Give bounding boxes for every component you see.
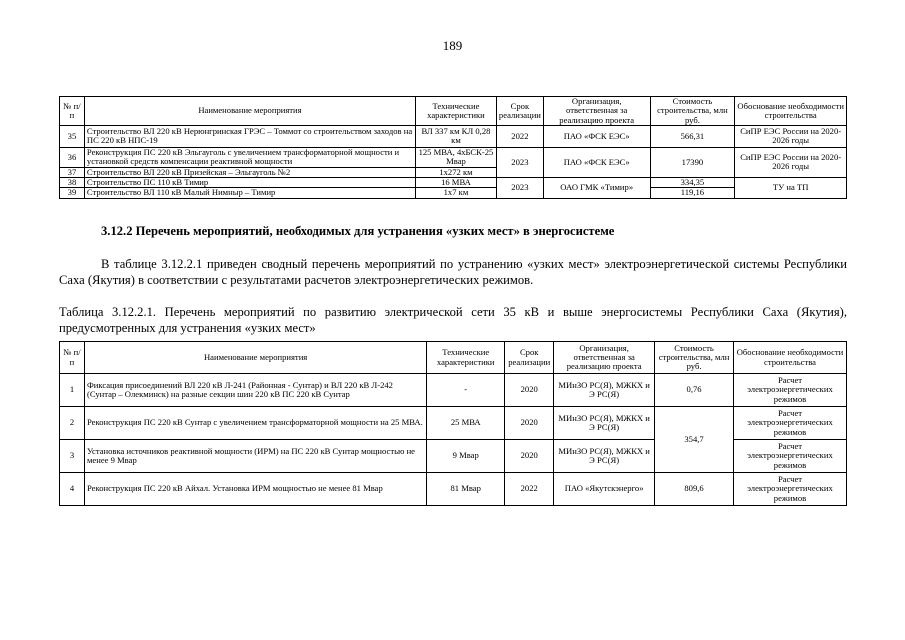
table-row (60, 374, 847, 407)
cell-num: 3 (60, 440, 85, 473)
cell-org: ОАО ГМК «Тимир» (543, 178, 650, 199)
cell-org: МИнЗО РС(Я), МЖКХ и Э РС(Я) (554, 440, 655, 473)
table-projects-continued (59, 96, 847, 199)
cell-name: Строительство ВЛ 110 кВ Малый Нимныр – Тимир (84, 188, 415, 198)
table-row (60, 147, 847, 167)
page-number: 189 (442, 38, 463, 53)
col-header-name: Наименование мероприятия (84, 97, 415, 126)
col-header-year: Срок реализации (496, 97, 543, 126)
cell-basis: Расчет электроэнергетических режимов (734, 374, 847, 407)
cell-cost: 809,6 (655, 473, 734, 506)
cell-name: Реконструкция ПС 220 кВ Эльгауголь с увеличением трансформаторной мощности и установкой средств компенсации реактивной мощности (84, 147, 415, 167)
cell-basis: Расчет электроэнергетических режимов (734, 440, 847, 473)
cell-name: Строительство ВЛ 220 кВ Призейская – Эльгауголь №2 (84, 167, 415, 177)
cell-cost: 0,76 (655, 374, 734, 407)
cell-cost: 566,31 (650, 125, 735, 147)
paragraph: В таблице 3.12.2.1 приведен сводный перечень мероприятий по устранению «узких мест» электроэнергетической системы Республики Саха (Якутия) в соответствии с результатами расчетов электроэнергетических режимов. (59, 257, 847, 287)
cell-org: ПАО «Якутскэнерго» (554, 473, 655, 506)
col-header-tech: Технические характеристики (427, 342, 505, 374)
cell-num: 36 (60, 147, 85, 167)
col-header-num: № п/п (60, 342, 85, 374)
cell-tech: ВЛ 337 км КЛ 0,28 км (416, 125, 497, 147)
col-header-org: Организация, ответственная за реализацию проекта (554, 342, 655, 374)
table-row (60, 407, 847, 440)
table-row (60, 125, 847, 147)
cell-basis: СиПР ЕЭС России на 2020-2026 годы (735, 125, 847, 147)
col-header-basis: Обоснование необходимости строительства (735, 97, 847, 126)
table-header-row (60, 342, 847, 374)
cell-name: Строительство ВЛ 220 кВ Нерюнгринская ГРЭС – Томмот со строительством заходов на ПС 220 кВ НПС-19 (84, 125, 415, 147)
table-caption: Таблица 3.12.2.1. Перечень мероприятий по развитию электрической сети 35 кВ и выше энергосистемы Республики Саха (Якутия), предусмотренных для устранения «узких мест» (59, 305, 847, 335)
cell-org: ПАО «ФСК ЕЭС» (543, 125, 650, 147)
cell-tech: - (427, 374, 505, 407)
cell-org: ПАО «ФСК ЕЭС» (543, 147, 650, 177)
cell-num: 37 (60, 167, 85, 177)
cell-tech: 1х7 км (416, 188, 497, 198)
cell-name: Установка источников реактивной мощности (ИРМ) на ПС 220 кВ Сунтар мощностью не менее 9 Мвар (84, 440, 426, 473)
cell-year: 2023 (496, 178, 543, 199)
cell-year: 2020 (505, 374, 554, 407)
cell-tech: 9 Мвар (427, 440, 505, 473)
cell-num: 35 (60, 125, 85, 147)
col-header-tech: Технические характеристики (416, 97, 497, 126)
cell-name: Реконструкция ПС 220 кВ Сунтар с увеличением трансформаторной мощности на 25 МВА. (84, 407, 426, 440)
cell-name: Фиксация присоединений ВЛ 220 кВ Л-241 (Районная - Сунтар) и ВЛ 220 кВ Л-242 (Сунтар – Олекминск) на разные секции шин 220 кВ ПС 220 кВ Сунтар (84, 374, 426, 407)
col-header-cost: Стоимость строительства, млн руб. (650, 97, 735, 126)
table-row (60, 473, 847, 506)
col-header-num: № п/п (60, 97, 85, 126)
col-header-org: Организация, ответственная за реализацию проекта (543, 97, 650, 126)
cell-cost: 119,16 (650, 188, 735, 198)
cell-num: 39 (60, 188, 85, 198)
cell-name: Реконструкция ПС 220 кВ Айхал. Установка ИРМ мощностью не менее 81 Мвар (84, 473, 426, 506)
table-header-row (60, 97, 847, 126)
cell-org: МИнЗО РС(Я), МЖКХ и Э РС(Я) (554, 407, 655, 440)
cell-cost: 354,7 (655, 407, 734, 473)
table-bottlenecks (59, 341, 847, 506)
cell-tech: 125 МВА, 4хБСК-25 Мвар (416, 147, 497, 167)
cell-year: 2023 (496, 147, 543, 177)
cell-num: 2 (60, 407, 85, 440)
cell-cost: 334,35 (650, 178, 735, 188)
cell-year: 2020 (505, 440, 554, 473)
cell-num: 4 (60, 473, 85, 506)
col-header-basis: Обоснование необходимости строительства (734, 342, 847, 374)
cell-tech: 81 Мвар (427, 473, 505, 506)
cell-num: 38 (60, 178, 85, 188)
col-header-cost: Стоимость строительства, млн руб. (655, 342, 734, 374)
cell-org: МИнЗО РС(Я), МЖКХ и Э РС(Я) (554, 374, 655, 407)
cell-year: 2020 (505, 407, 554, 440)
table-row (60, 178, 847, 188)
cell-year: 2022 (496, 125, 543, 147)
table-row (60, 188, 847, 198)
section-heading: 3.12.2 Перечень мероприятий, необходимых для устранения «узких мест» в энергосистеме (101, 224, 615, 238)
col-header-year: Срок реализации (505, 342, 554, 374)
cell-cost: 17390 (650, 147, 735, 177)
cell-basis: Расчет электроэнергетических режимов (734, 407, 847, 440)
cell-tech: 1х272 км (416, 167, 497, 177)
cell-tech: 25 МВА (427, 407, 505, 440)
col-header-name: Наименование мероприятия (84, 342, 426, 374)
cell-basis: ТУ на ТП (735, 178, 847, 199)
cell-year: 2022 (505, 473, 554, 506)
cell-num: 1 (60, 374, 85, 407)
cell-basis: СиПР ЕЭС России на 2020-2026 годы (735, 147, 847, 177)
cell-basis: Расчет электроэнергетических режимов (734, 473, 847, 506)
cell-name: Строительство ПС 110 кВ Тимир (84, 178, 415, 188)
cell-tech: 16 МВА (416, 178, 497, 188)
